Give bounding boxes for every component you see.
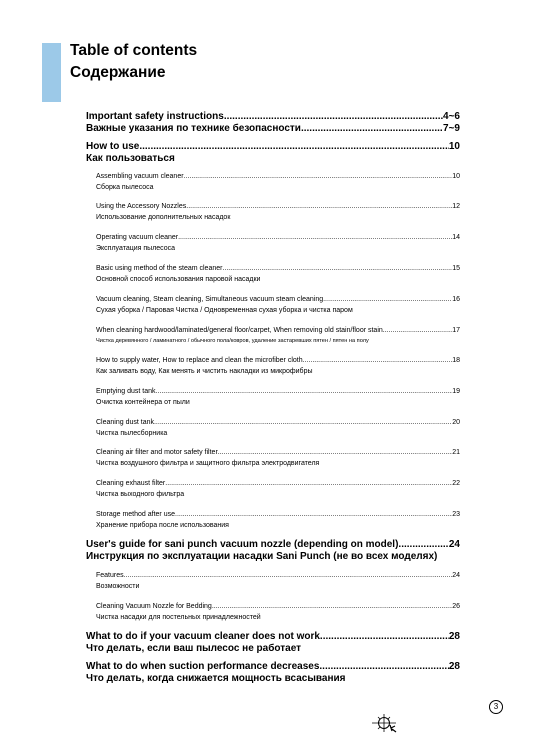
title-russian: Содержание (70, 64, 166, 81)
entry-title-ru: Чистка пылесборника (96, 430, 168, 437)
entry-title-en: Basic using method of the steam cleaner (96, 265, 223, 272)
toc-subentry[interactable] (96, 355, 460, 377)
entry-title-ru: Чистка насадки для постельных принадлежностей (96, 614, 261, 621)
entry-page: 12 (452, 203, 460, 210)
entry-title-ru: Сборка пылесоса (96, 184, 154, 191)
entry-title-en: What to do if your vacuum cleaner does not work (86, 631, 320, 642)
entry-title-en: Vacuum cleaning, Steam cleaning, Simultaneous vacuum steam cleaning (96, 296, 324, 303)
entry-title-ru: Что делать, когда снижается мощность всасывания (86, 673, 346, 684)
entry-page: 28 (448, 661, 460, 672)
entry-page: 24 (452, 572, 460, 579)
entry-page: 14 (452, 234, 460, 241)
entry-title-en: Cleaning dust tank (96, 419, 154, 426)
toc-subentry[interactable] (96, 570, 460, 592)
entry-page: 21 (452, 449, 460, 456)
entry-title-ru: Чистка деревянного / ламинатного / обычного пола/ковров, удаление застаревших пятен / пятен на полу (96, 338, 369, 344)
entry-title-en: How to use (86, 141, 140, 152)
entry-page: 10 (452, 173, 460, 180)
entry-title-ru: Сухая уборка / Паровая Чистка / Одновременная сухая уборка и чистка паром (96, 307, 353, 314)
toc-subentry[interactable] (96, 417, 460, 439)
entry-page: 24 (448, 539, 460, 550)
entry-page: 16 (452, 296, 460, 303)
entry-page: 23 (452, 511, 460, 518)
toc-subentry[interactable] (96, 509, 460, 531)
entry-title-en: Using the Accessory Nozzles (96, 203, 187, 210)
page-number: 3 (489, 700, 503, 714)
entry-title-ru: Хранение прибора после использования (96, 522, 229, 529)
toc-entry-not-working[interactable] (86, 631, 460, 655)
entry-title-en: Emptying dust tank (96, 388, 156, 395)
entry-title-en: Cleaning exhaust filter (96, 480, 166, 487)
entry-title-ru: Чистка выходного фильтра (96, 491, 185, 498)
entry-page: 15 (452, 265, 460, 272)
title-english: Table of contents (70, 42, 198, 59)
entry-title-en: When cleaning hardwood/laminated/general floor/carpet, When removing old stain/floor stain (96, 327, 383, 334)
toc-subentry[interactable] (96, 232, 460, 254)
toc-entry-safety[interactable] (86, 111, 460, 135)
entry-page: 20 (452, 419, 460, 426)
entry-title-en: Cleaning air filter and motor safety filter (96, 449, 218, 456)
entry-title-en: What to do when suction performance decreases (86, 661, 320, 672)
entry-title-en: Cleaning Vacuum Nozzle for Bedding (96, 603, 212, 610)
toc-entry-sani-punch[interactable] (86, 539, 460, 563)
entry-title-ru: Как заливать воду, Как менять и чистить накладки из микрофибры (96, 368, 313, 375)
entry-title-ru: Что делать, если ваш пылесос не работает (86, 643, 302, 654)
entry-page: 19 (452, 388, 460, 395)
toc-subentry[interactable] (96, 325, 460, 347)
toc-entry-how-to-use[interactable] (86, 141, 460, 165)
entry-title-ru: Использование дополнительных насадок (96, 214, 231, 221)
entry-page: 18 (452, 357, 460, 364)
entry-title-en: Features (96, 572, 124, 579)
toc-subentry[interactable] (96, 171, 460, 193)
toc-subentry[interactable] (96, 263, 460, 285)
toc-entry-suction[interactable] (86, 661, 460, 685)
entry-title-ru: Очистка контейнера от пыли (96, 399, 190, 406)
entry-page: 26 (452, 603, 460, 610)
toc-subentry[interactable] (96, 201, 460, 223)
entry-title-ru: Эксплуатация пылесоса (96, 245, 176, 252)
entry-page: 7~9 (443, 123, 460, 134)
entry-page: 28 (448, 631, 460, 642)
entry-title-en: Assembling vacuum cleaner (96, 173, 184, 180)
entry-title-ru: Чистка воздушного фильтра и защитного фильтра электродвигателя (96, 460, 320, 467)
entry-title-ru: Возможности (96, 583, 140, 590)
toc-subentry[interactable] (96, 447, 460, 469)
title-accent-bar (42, 43, 61, 102)
entry-title-ru: Важные указания по технике безопасности (86, 123, 301, 134)
entry-page: 22 (452, 480, 460, 487)
toc-subentry[interactable] (96, 294, 460, 316)
entry-title-ru: Основной способ использования паровой насадки (96, 276, 261, 283)
entry-page: 10 (448, 141, 460, 152)
entry-page: 4~6 (443, 111, 460, 122)
entry-title-en: How to supply water, How to replace and clean the microfiber cloth (96, 357, 303, 364)
toc-subentry[interactable] (96, 478, 460, 500)
toc-subentry[interactable] (96, 386, 460, 408)
entry-title-en: Operating vacuum cleaner (96, 234, 179, 241)
entry-title-ru: Инструкция по эксплуатации насадки Sani Punch (не во всех моделях) (86, 551, 438, 562)
entry-title-en: Storage method after use (96, 511, 175, 518)
entry-title-en: Important safety instructions (86, 111, 224, 122)
entry-title-en: User's guide for sani punch vacuum nozzle (depending on model) (86, 539, 399, 550)
entry-page: 17 (452, 327, 460, 334)
toc-subentry[interactable] (96, 601, 460, 623)
entry-title-ru: Как пользоваться (86, 153, 175, 164)
registration-mark-icon (370, 713, 400, 733)
